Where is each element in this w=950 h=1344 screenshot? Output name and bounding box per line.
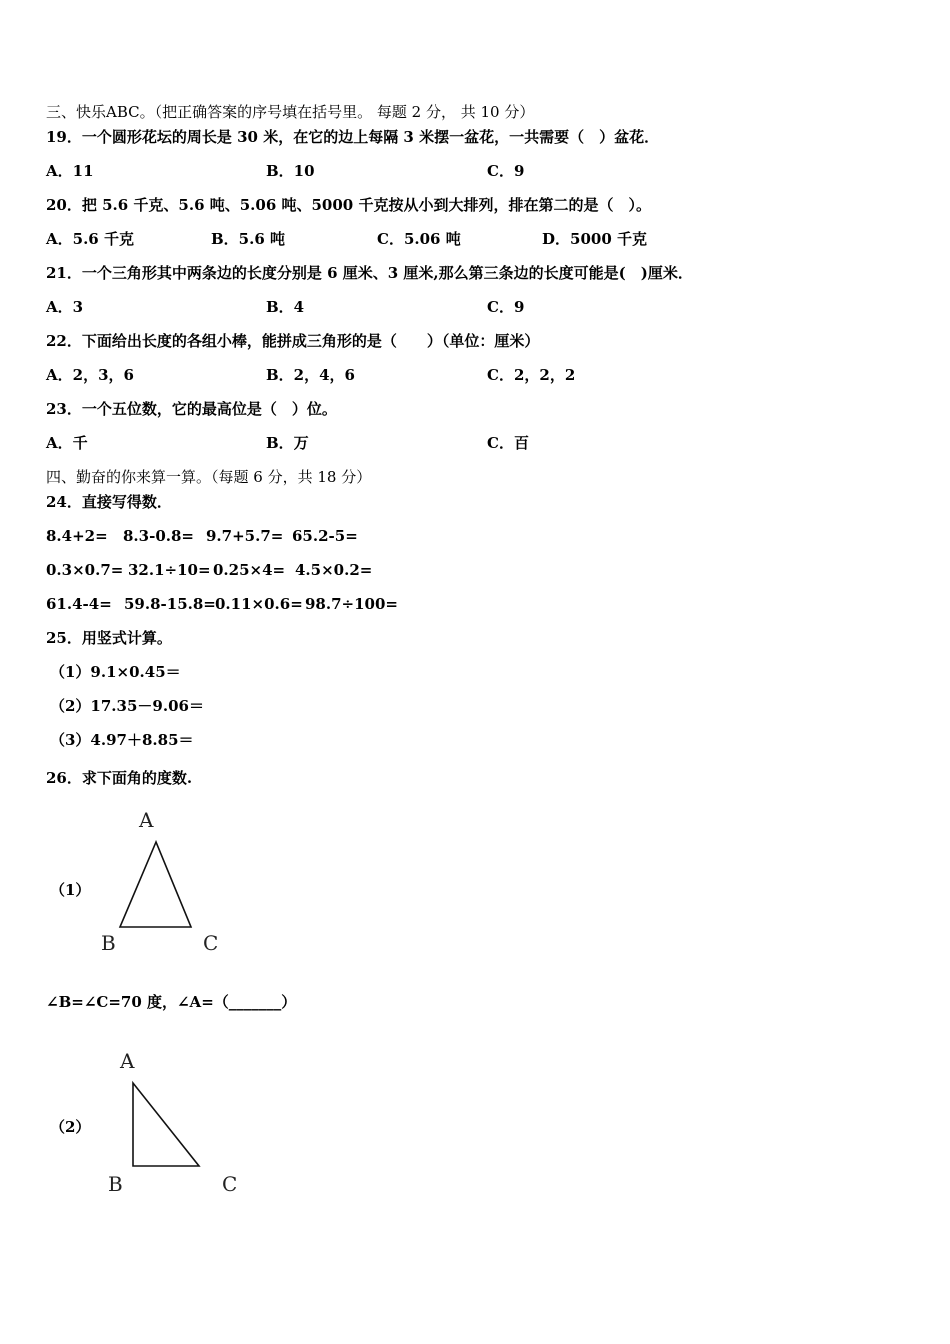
calc-item: 9.7+5.7= <box>206 527 284 545</box>
calc-item: 8.4+2= <box>46 527 108 545</box>
vertex-c-label: C <box>203 931 219 955</box>
q23-option-b: B．万 <box>266 434 309 452</box>
calc-item: 65.2-5= <box>292 527 358 545</box>
section-4-heading: 四、勤奋的你来算一算。（每题 6 分，共 18 分） <box>46 468 372 486</box>
q19-option-c: C．9 <box>487 162 525 180</box>
figure-1-label: （1） <box>50 881 91 899</box>
section-3-heading: 三、快乐ABC。（把正确答案的序号填在括号里。 每题 2 分， 共 10 分） <box>46 103 535 121</box>
calc-item: 59.8-15.8= <box>124 595 216 613</box>
q23-option-c: C．百 <box>487 434 529 452</box>
triangle-abc-2 <box>133 1083 199 1166</box>
q22-option-a: A．2，3，6 <box>46 366 134 384</box>
vertical-calc-item-3: （3）4.97＋8.85＝ <box>50 731 194 749</box>
question-26-stem: 26．求下面角的度数. <box>46 769 193 787</box>
vertical-calc-item-2: （2）17.35－9.06＝ <box>50 697 204 715</box>
calc-item: 0.3×0.7= <box>46 561 124 579</box>
calc-item: 0.25×4= <box>213 561 286 579</box>
q19-option-a: A．11 <box>46 162 94 180</box>
angle-condition: ∠B=∠C=70 度，∠A=（_______） <box>46 993 297 1011</box>
question-22-stem: 22．下面给出长度的各组小棒，能拼成三角形的是（ ）（单位：厘米） <box>46 332 540 350</box>
q23-option-a: A．千 <box>46 434 88 452</box>
triangle-abc-1 <box>120 842 191 927</box>
vertical-calc-item-1: （1）9.1×0.45＝ <box>50 663 181 681</box>
vertex-b-label: B <box>101 931 116 955</box>
calc-item: 32.1÷10= <box>128 561 211 579</box>
q21-option-b: B．4 <box>266 298 305 316</box>
figure-2-label: （2） <box>50 1118 91 1136</box>
vertex-c-label: C <box>222 1172 238 1196</box>
calc-item: 61.4-4= <box>46 595 112 613</box>
calc-item: 8.3-0.8= <box>123 527 194 545</box>
question-25-stem: 25．用竖式计算。 <box>46 629 172 647</box>
q20-option-a: A．5.6 千克 <box>46 230 134 248</box>
vertex-a-label: A <box>120 1049 135 1073</box>
right-triangle-figure <box>100 1045 260 1200</box>
q21-option-a: A．3 <box>46 298 84 316</box>
q22-option-c: C．2，2，2 <box>487 366 576 384</box>
isosceles-triangle-figure <box>95 805 235 960</box>
calc-item: 0.11×0.6= <box>215 595 303 613</box>
question-21-stem: 21．一个三角形其中两条边的长度分别是 6 厘米、3 厘米,那么第三条边的长度可能是( )厘米． <box>46 264 693 282</box>
q19-option-b: B．10 <box>266 162 315 180</box>
q20-option-c: C．5.06 吨 <box>377 230 461 248</box>
calc-item: 4.5×0.2= <box>295 561 373 579</box>
calc-item: 98.7÷100= <box>305 595 398 613</box>
vertex-a-label: A <box>139 808 154 832</box>
q20-option-b: B．5.6 吨 <box>211 230 285 248</box>
question-24-stem: 24．直接写得数． <box>46 493 172 511</box>
vertex-b-label: B <box>108 1172 123 1196</box>
question-19-stem: 19．一个圆形花坛的周长是 30 米，在它的边上每隔 3 米摆一盆花，一共需要（ ）盆花． <box>46 128 660 146</box>
q22-option-b: B．2，4，6 <box>266 366 355 384</box>
q21-option-c: C．9 <box>487 298 525 316</box>
question-23-stem: 23．一个五位数，它的最高位是（ ）位。 <box>46 400 337 418</box>
question-20-stem: 20．把 5.6 千克、5.6 吨、5.06 吨、5000 千克按从小到大排列，排在第二的是（ ）。 <box>46 196 651 214</box>
q20-option-d: D．5000 千克 <box>542 230 647 248</box>
